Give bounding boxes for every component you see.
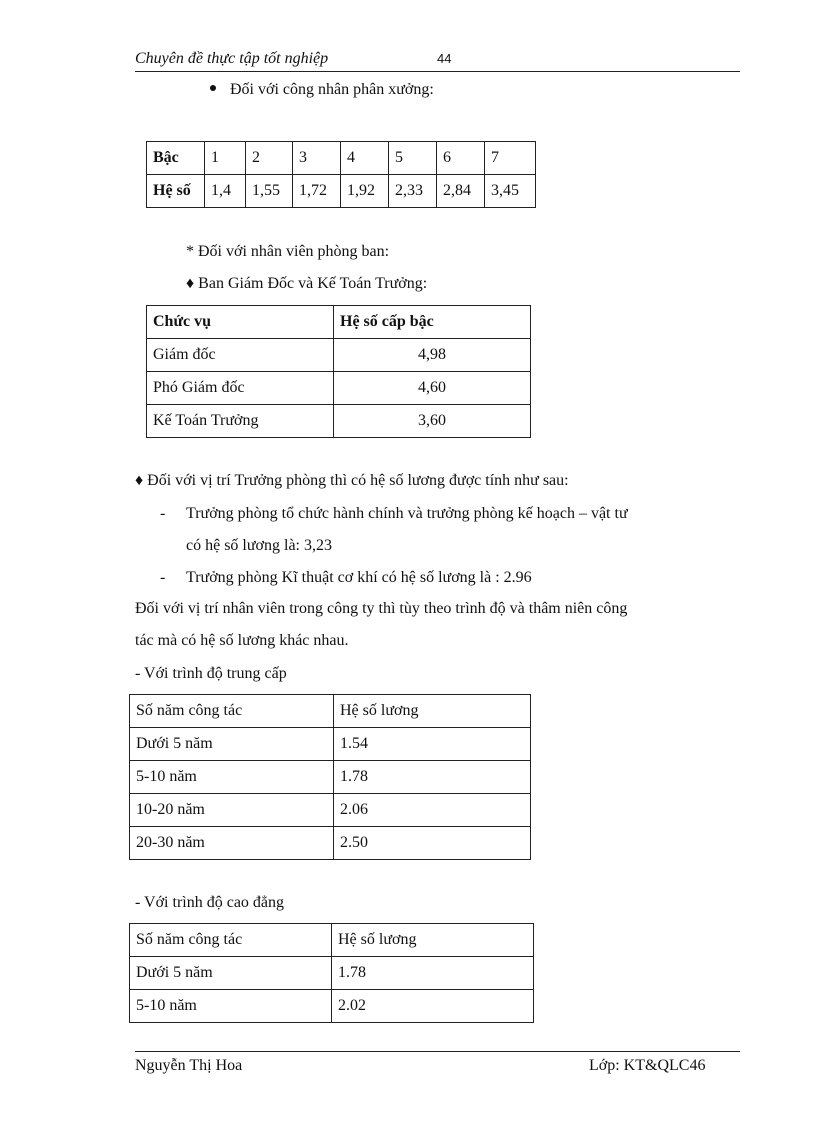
column-header: Hệ số lương (334, 695, 531, 728)
grade-cell: 5 (389, 142, 437, 175)
directors-table (146, 305, 531, 438)
list-dash: - (160, 569, 166, 586)
college-heading: - Với trình độ cao đẳng (135, 894, 285, 911)
table-row (130, 827, 531, 860)
intro-bullet-text: Đối với công nhân phân xưởng: (230, 81, 434, 98)
position-cell: Kế Toán Trưởng (147, 405, 334, 438)
coefficient-cell: 2.02 (332, 990, 534, 1023)
grade-row (147, 142, 536, 175)
table-header-row (147, 306, 531, 339)
intro-bullet (210, 81, 434, 99)
coefficient-cell: 3,45 (485, 175, 536, 208)
table-row (130, 761, 531, 794)
coefficient-cell: 3,60 (334, 405, 531, 438)
footer-class: Lớp: KT&QLC46 (589, 1057, 706, 1074)
table-row (130, 957, 534, 990)
grade-cell: 1 (205, 142, 246, 175)
table-row (130, 794, 531, 827)
head-of-dept-item1-line1: Trưởng phòng tổ chức hành chính và trưởng phòng kế hoạch – vật tư (186, 505, 628, 522)
grade-cell: 2 (246, 142, 293, 175)
coefficient-cell: 4,98 (334, 339, 531, 372)
column-header: Số năm công tác (130, 924, 332, 957)
column-header: Số năm công tác (130, 695, 334, 728)
grade-row-label: Bậc (147, 142, 205, 175)
list-dash: - (160, 505, 166, 522)
grade-coefficient-table (146, 141, 536, 208)
table-row (130, 990, 534, 1023)
coefficient-row-label: Hệ số (147, 175, 205, 208)
column-header: Chức vụ (147, 306, 334, 339)
bullet-dot-icon (210, 85, 216, 91)
table-header-row (130, 695, 531, 728)
employees-para-line1: Đối với vị trí nhân viên trong công ty thì tùy theo trình độ và thâm niên công (135, 600, 628, 617)
employees-para-line2: tác mà có hệ số lương khác nhau. (135, 632, 349, 649)
position-cell: Phó Giám đốc (147, 372, 334, 405)
table-row (147, 372, 531, 405)
coefficient-cell: 1,55 (246, 175, 293, 208)
intermediate-heading: - Với trình độ trung cấp (135, 665, 287, 682)
table-header-row (130, 924, 534, 957)
directors-heading: ♦ Ban Giám Đốc và Kế Toán Trưởng: (186, 275, 428, 292)
coefficient-cell: 1.54 (334, 728, 531, 761)
grade-cell: 3 (293, 142, 341, 175)
table-row (147, 405, 531, 438)
years-cell: 5-10 năm (130, 990, 332, 1023)
college-table (129, 923, 534, 1023)
coefficient-cell: 1,4 (205, 175, 246, 208)
coefficient-cell: 1,72 (293, 175, 341, 208)
coefficient-cell: 2,33 (389, 175, 437, 208)
coefficient-cell: 1.78 (332, 957, 534, 990)
head-of-dept-item2: Trưởng phòng Kĩ thuật cơ khí có hệ số lương là : 2.96 (186, 569, 532, 586)
years-cell: 5-10 năm (130, 761, 334, 794)
coefficient-cell: 2,84 (437, 175, 485, 208)
years-cell: Dưới 5 năm (130, 957, 332, 990)
head-of-dept-intro: ♦ Đối với vị trí Trưởng phòng thì có hệ số lương được tính như sau: (135, 472, 569, 489)
coefficient-cell: 2.06 (334, 794, 531, 827)
table-row (130, 728, 531, 761)
footer-rule (135, 1051, 740, 1052)
coefficient-row (147, 175, 536, 208)
page-number: 44 (437, 51, 452, 66)
years-cell: Dưới 5 năm (130, 728, 334, 761)
position-cell: Giám đốc (147, 339, 334, 372)
grade-cell: 4 (341, 142, 389, 175)
table-row (147, 339, 531, 372)
coefficient-cell: 4,60 (334, 372, 531, 405)
grade-cell: 6 (437, 142, 485, 175)
grade-cell: 7 (485, 142, 536, 175)
years-cell: 20-30 năm (130, 827, 334, 860)
intermediate-table (129, 694, 531, 860)
coefficient-cell: 2.50 (334, 827, 531, 860)
staff-heading: * Đối với nhân viên phòng ban: (186, 243, 390, 260)
header-rule (135, 71, 740, 72)
coefficient-cell: 1,92 (341, 175, 389, 208)
years-cell: 10-20 năm (130, 794, 334, 827)
header-title: Chuyên đề thực tập tốt nghiệp (135, 50, 329, 67)
head-of-dept-item1-line2: có hệ số lương là: 3,23 (186, 537, 332, 554)
column-header: Hệ số lương (332, 924, 534, 957)
footer-author: Nguyễn Thị Hoa (135, 1057, 243, 1074)
coefficient-cell: 1.78 (334, 761, 531, 794)
column-header: Hệ số cấp bậc (334, 306, 531, 339)
